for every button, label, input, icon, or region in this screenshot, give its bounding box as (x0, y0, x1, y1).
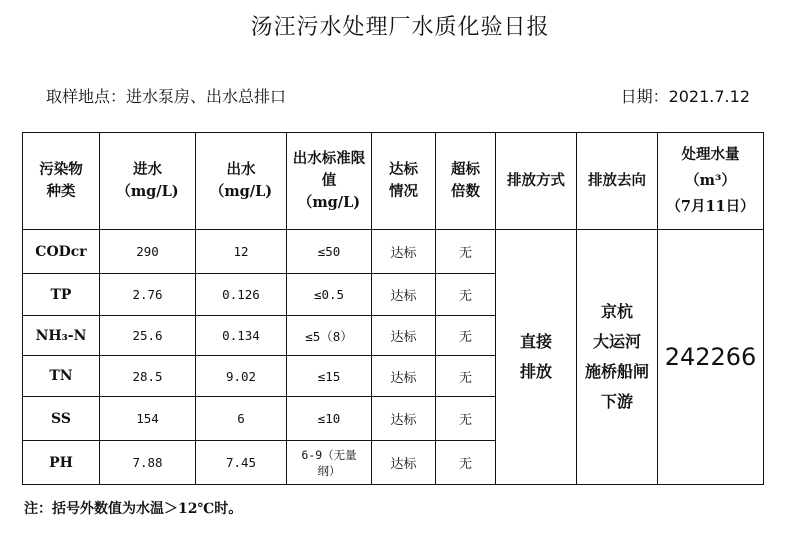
page-title: 汤汪污水处理厂水质化验日报 (250, 15, 550, 40)
exceed-value: 无 (436, 441, 496, 485)
inflow-value: 25.6 (100, 316, 196, 356)
report-date: 日期：2021.7.12 (620, 87, 750, 106)
limit-value: ≤5（8） (287, 316, 372, 356)
pollutant-name: TP (23, 274, 100, 316)
outflow-value: 0.126 (196, 274, 287, 316)
outflow-value: 6 (196, 397, 287, 441)
outflow-value: 0.134 (196, 316, 287, 356)
sampling-location: 取样地点：进水泵房、出水总排口 (46, 87, 287, 106)
table-row (23, 230, 764, 274)
header-inflow: 进水（mg/L) (100, 133, 196, 230)
pollutant-name: CODcr (23, 230, 100, 274)
water-quality-table (22, 132, 764, 485)
inflow-value: 28.5 (100, 356, 196, 397)
exceed-value: 无 (436, 356, 496, 397)
pollutant-name: NH₃-N (23, 316, 100, 356)
limit-value: ≤10 (287, 397, 372, 441)
header-discharge-dest: 排放去向 (577, 133, 658, 230)
pollutant-name: SS (23, 397, 100, 441)
inflow-value: 290 (100, 230, 196, 274)
limit-value: ≤15 (287, 356, 372, 397)
outflow-value: 12 (196, 230, 287, 274)
pollutant-name: TN (23, 356, 100, 397)
exceed-value: 无 (436, 316, 496, 356)
status-value: 达标 (372, 316, 436, 356)
discharge-method-cell: 直接 排放 (496, 230, 577, 485)
outflow-value: 9.02 (196, 356, 287, 397)
status-value: 达标 (372, 397, 436, 441)
limit-value: ≤50 (287, 230, 372, 274)
inflow-value: 154 (100, 397, 196, 441)
header-row (23, 133, 764, 230)
status-value: 达标 (372, 356, 436, 397)
limit-value: 6-9（无量纲） (287, 441, 372, 485)
inflow-value: 2.76 (100, 274, 196, 316)
header-exceed: 超标倍数 (436, 133, 496, 230)
footnote: 注：括号外数值为水温＞12℃时。 (24, 501, 243, 517)
limit-value: ≤0.5 (287, 274, 372, 316)
discharge-destination-cell: 京杭 大运河 施桥船闸 下游 (577, 230, 658, 485)
header-treated-volume: 处理水量 （m³） （7月11日） (658, 133, 764, 230)
exceed-value: 无 (436, 274, 496, 316)
exceed-value: 无 (436, 397, 496, 441)
header-outflow: 出水（mg/L) (196, 133, 287, 230)
exceed-value: 无 (436, 230, 496, 274)
treated-volume-cell: 242266 (658, 230, 764, 485)
pollutant-name: PH (23, 441, 100, 485)
status-value: 达标 (372, 274, 436, 316)
header-pollutant: 污染物种类 (23, 133, 100, 230)
status-value: 达标 (372, 441, 436, 485)
outflow-value: 7.45 (196, 441, 287, 485)
header-discharge-method: 排放方式 (496, 133, 577, 230)
header-status: 达标情况 (372, 133, 436, 230)
status-value: 达标 (372, 230, 436, 274)
header-limit: 出水标准限值（mg/L) (287, 133, 372, 230)
inflow-value: 7.88 (100, 441, 196, 485)
